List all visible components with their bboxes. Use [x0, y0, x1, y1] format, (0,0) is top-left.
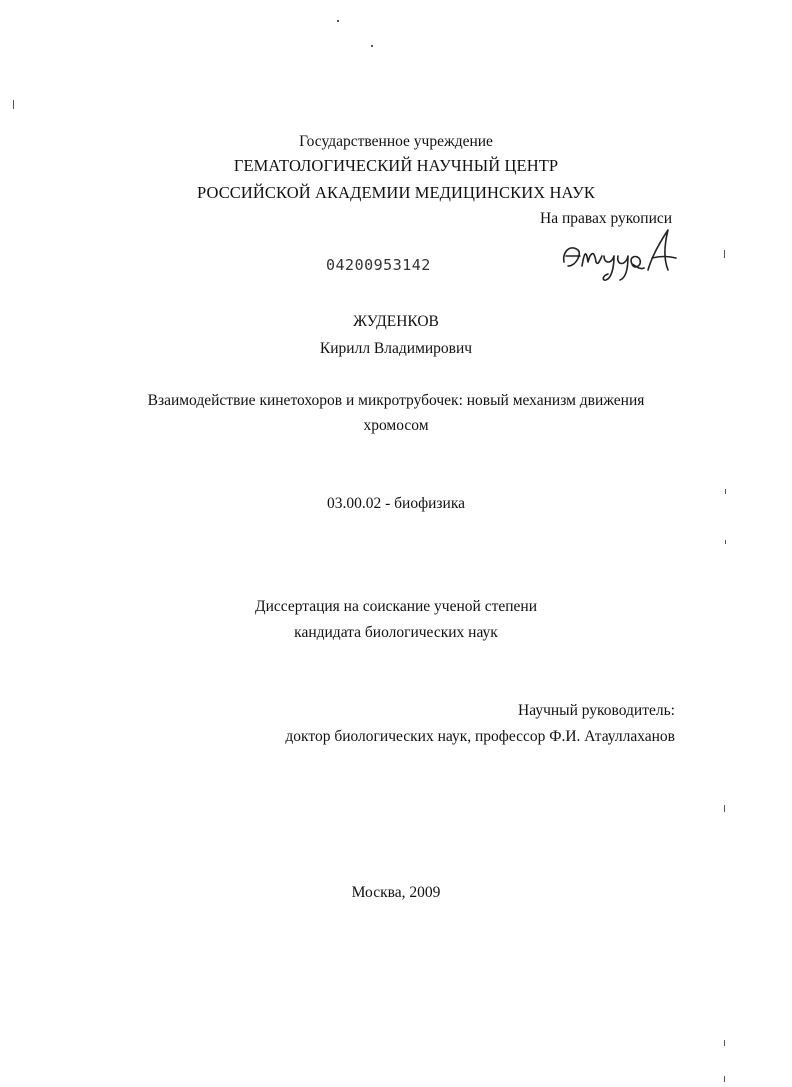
academy-name: РОССИЙСКОЙ АКАДЕМИИ МЕДИЦИНСКИХ НАУК — [197, 183, 595, 202]
scan-speck — [724, 1076, 725, 1082]
scan-speck — [13, 100, 14, 109]
center-name: ГЕМАТОЛОГИЧЕСКИЙ НАУЧНЫЙ ЦЕНТР — [233, 156, 559, 175]
archive-stamp-number: 04200953142 — [326, 256, 431, 274]
author-given-names: Кирилл Владимирович — [319, 340, 473, 357]
supervisor-label: Научный руководитель: — [518, 702, 675, 719]
manuscript-note: На правах рукописи — [540, 210, 673, 227]
thesis-title-line-1: Взаимодействие кинетохоров и микротрубочек: новый механизм движения — [147, 392, 645, 409]
scan-speck — [724, 1040, 725, 1046]
scan-speck — [337, 20, 339, 22]
supervisor-name: доктор биологических наук, профессор Ф.И. Атауллаханов — [285, 728, 675, 745]
institution-type: Государственное учреждение — [299, 133, 493, 150]
scan-speck — [371, 45, 373, 47]
scan-speck — [724, 805, 725, 812]
degree-line-1: Диссертация на соискание ученой степени — [255, 598, 537, 615]
scan-speck — [725, 540, 726, 544]
scan-speck — [724, 250, 725, 258]
city-year: Москва, 2009 — [351, 884, 441, 901]
specialty-code: 03.00.02 - биофизика — [326, 495, 466, 512]
scan-speck — [725, 489, 726, 494]
thesis-title-line-2: хромосом — [363, 417, 429, 434]
author-surname: ЖУДЕНКОВ — [353, 313, 439, 330]
degree-line-2: кандидата биологических наук — [294, 624, 498, 641]
signature-image — [556, 226, 686, 288]
